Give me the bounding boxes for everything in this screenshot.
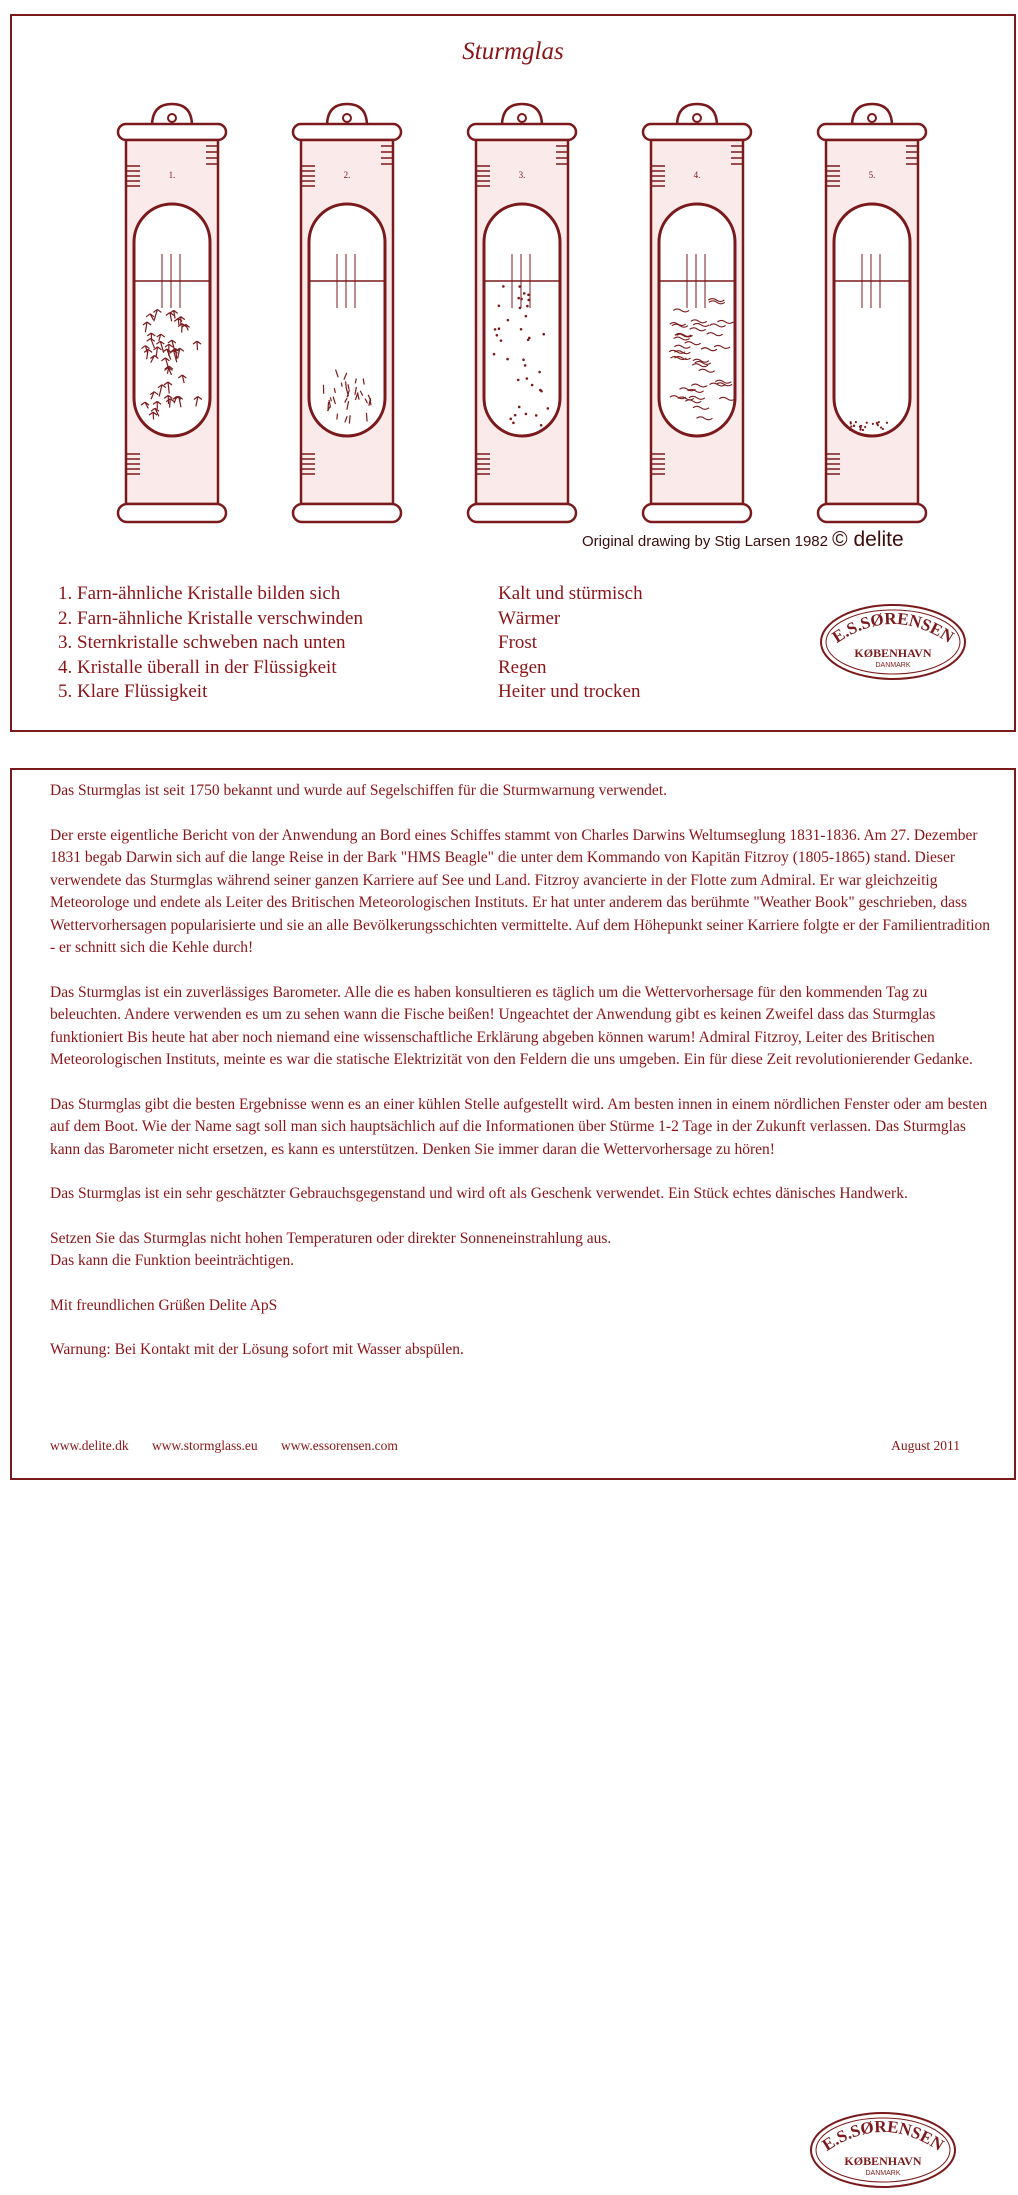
page-title: Sturmglas xyxy=(462,38,564,65)
glass-number: 3. xyxy=(518,170,526,180)
svg-text:E.S.SØRENSEN xyxy=(819,2117,948,2155)
drawing-credit xyxy=(582,528,904,552)
storm-glass-3 xyxy=(468,104,576,522)
stamp-name: E.S.SØRENSEN xyxy=(828,608,958,647)
paragraph-gift: Das Sturmglas ist ein sehr geschätzter Gebrauchsgegenstand und wird oft als Geschenk verwendet. Ein Stück echtes dänisches Handwerk. xyxy=(50,1185,908,1202)
greeting: Mit freundlichen Grüßen Delite ApS xyxy=(50,1296,278,1314)
storm-glass-5 xyxy=(818,104,926,522)
warning-line-2: Das kann die Funktion beeinträchtigen. xyxy=(50,1252,295,1269)
legend-state-4: 4. Kristalle überall in der Flüssigkeit xyxy=(58,656,337,678)
link-delite[interactable]: www.delite.dk xyxy=(50,1438,129,1453)
legend-weather-3: Frost xyxy=(498,632,538,653)
legend-weather-1: Kalt und stürmisch xyxy=(498,583,643,604)
paragraph-warning xyxy=(50,1228,998,1273)
glass-number: 2. xyxy=(343,170,351,180)
legend-state-3: 3. Sternkristalle schweben nach unten xyxy=(58,632,346,653)
stamp-name-bottom: E.S.SØRENSEN xyxy=(818,2116,948,2155)
storm-glass-1 xyxy=(118,104,226,522)
svg-text:E.S.SØRENSEN xyxy=(829,609,958,647)
legend-state-5: 5. Klare Flüssigkeit xyxy=(58,681,208,702)
storm-glass-2 xyxy=(293,104,401,522)
storm-glass-drawing xyxy=(12,76,1014,546)
link-stormglass[interactable]: www.stormglass.eu xyxy=(151,1438,258,1453)
credit-logo: © delite xyxy=(832,528,904,551)
paragraph-intro: Das Sturmglas ist seit 1750 bekannt und wurde auf Segelschiffen für die Sturmwarnung verwendet. xyxy=(50,782,667,799)
glass-number: 5. xyxy=(868,170,876,180)
legend-state-2: 2. Farn-ähnliche Kristalle verschwinden xyxy=(58,607,363,629)
paragraph-history: Der erste eigentliche Bericht von der Anwendung an Bord eines Schiffes stammt von Charles Darwins Weltumseglung 1831-1836. Am 27. Dezember 1831 begab Darwin sich auf die lange Reise in der Bark "HMS Beagle" die unter dem Kommando von Kapitän Fitzroy (1805-1865) stand. Dieser verwendete das Sturmglas während seiner ganzen Karriere auf See und Land. Fitzroy avancierte in der Flotte zum Admiral. Er war gleichzeitig Meteorologe und endete als Leiter des Britischen Meteorologischen Instituts. Er hat unter anderem das berühmte "Weather Book" geschrieben, dass Wettervorhersagen popularisierte und sie an alle Bevölkerungsschichten vermittelte. Auf dem Höhepunkt seiner Karriere folgte er der Familientradition - er schnitt sich die Kehle durch! xyxy=(50,826,991,956)
link-essorensen[interactable]: www.essorensen.com xyxy=(280,1438,398,1453)
credit-text: Original drawing by Stig Larsen 1982 xyxy=(582,533,828,550)
glass-number: 4. xyxy=(693,170,701,180)
footer-date: August 2011 xyxy=(891,1438,960,1453)
sorensen-stamp-bottom xyxy=(808,2110,958,2190)
warning-line-1: Setzen Sie das Sturmglas nicht hohen Temperaturen oder direkter Sonneneinstrahlung aus. xyxy=(50,1229,612,1247)
legend-weather-4: Regen xyxy=(498,656,547,678)
stamp-country: DANMARK xyxy=(875,662,911,669)
legend-weather xyxy=(498,582,643,705)
sorensen-stamp xyxy=(818,602,968,682)
paragraph-placement: Das Sturmglas gibt die besten Ergebnisse wenn es an einer kühlen Stelle aufgestellt wird. Am besten innen in einem nördlichen Fenster oder am besten auf dem Boot. Wie der Name sagt soll man sich hauptsächlich auf die Informationen über Stürme 1-2 Tage in der Zukunft verlassen. Das Sturmglas kann das Barometer nicht ersetzen, es kann es unterstützen. Denken Sie immer daran die Wettervorhersage zu hören! xyxy=(50,1095,988,1158)
legend-state-1: 1. Farn-ähnliche Kristalle bilden sich xyxy=(58,583,341,604)
caution: Warnung: Bei Kontakt mit der Lösung sofort mit Wasser abspülen. xyxy=(50,1341,464,1358)
glass-number: 1. xyxy=(168,170,176,180)
stamp-city-bottom: KØBENHAVN xyxy=(844,2154,922,2168)
storm-glass-4 xyxy=(643,104,751,522)
footer xyxy=(50,1438,980,1454)
paragraph-barometer: Das Sturmglas ist ein zuverlässiges Barometer. Alle die es haben konsultieren es täglich um die Wettervorhersage für den kommenden Tag zu beleuchten. Andere verwenden es um zu sehen wann die Fische beißen! Ungeachtet der Anwendung gibt es keinen Zweifel dass das Sturmglas funktioniert Bis heute hat aber noch niemand eine wissenschaftliche Erklärung abgeben können warum! Admiral Fitzroy, Leiter des Britischen Meteorologischen Instituts, meinte es war die statische Elektrizität von den Feldern die uns umgeben. Ein für diese Zeit revolutionierender Gedanke. xyxy=(50,983,973,1068)
description-body xyxy=(50,780,998,1362)
illustration-panel xyxy=(10,14,1016,732)
legend-weather-2: Wärmer xyxy=(498,607,561,629)
stamp-country-bottom: DANMARK xyxy=(865,2170,901,2177)
legend-weather-5: Heiter und trocken xyxy=(498,681,641,702)
stamp-city: KØBENHAVN xyxy=(854,646,932,660)
legend-states xyxy=(58,582,363,705)
text-panel xyxy=(10,768,1016,2177)
